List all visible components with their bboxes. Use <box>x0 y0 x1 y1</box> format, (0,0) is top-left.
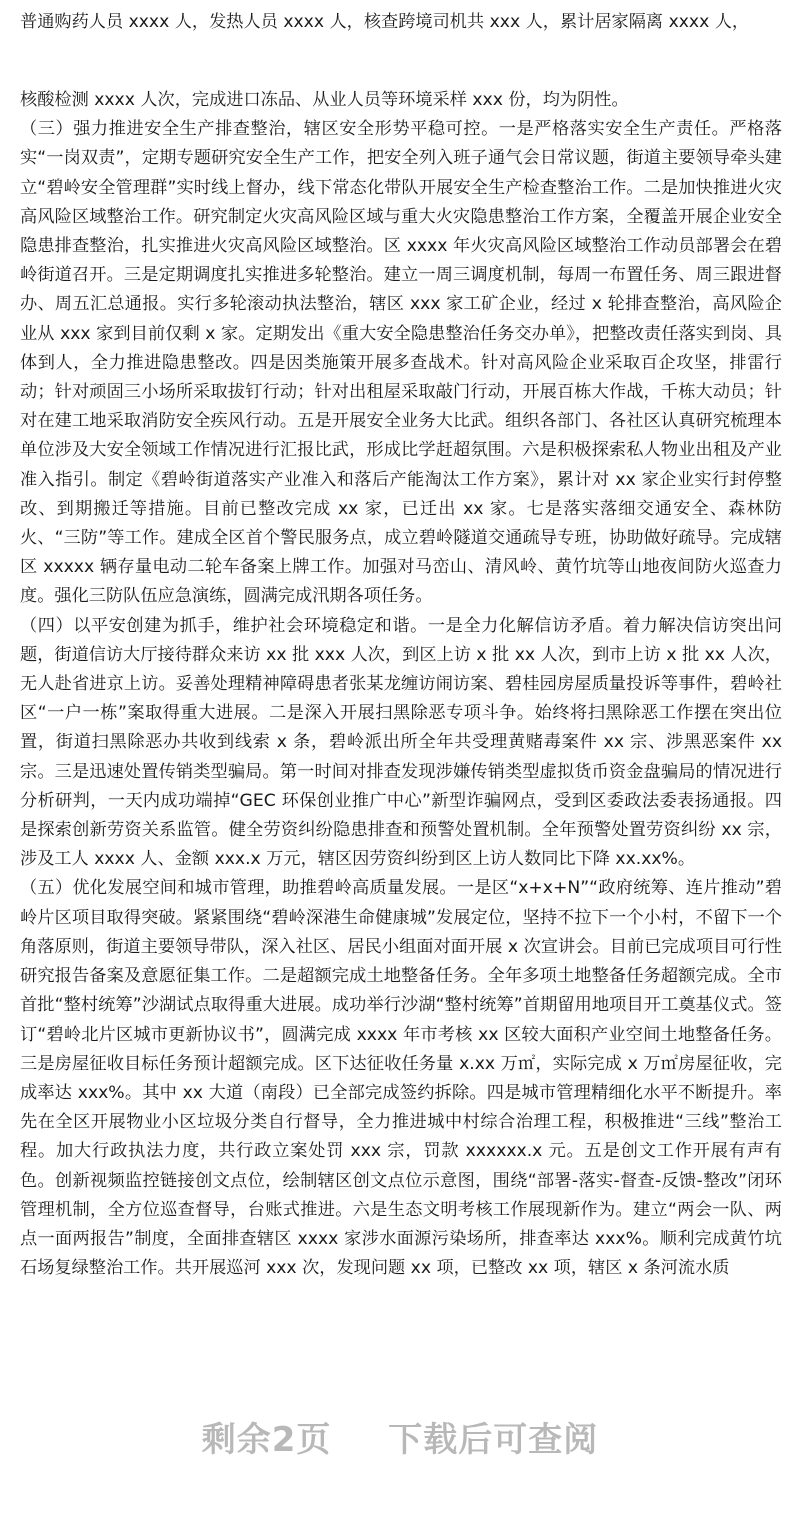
download-banner[interactable] <box>0 1412 800 1461</box>
download-hint-label: 下载后可查阅 <box>388 1420 599 1460</box>
paragraph-4: （五）优化发展空间和城市管理，助推碧岭高质量发展。一是区“x+x+N”“政府统筹、连片推动”碧岭片区项目取得突破。紧紧围绕“碧岭深港生命健康城”发展定位，坚持不拉下一个小村，不留下一个角落原则，街道主要领导带队，深入社区、居民小组面对面开展 x 次宣讲会。目前已完成项目可行性研究报告备案及意愿征集工作。二是超额完成土地整备任务。全年多项土地整备任务超额完成。全市首批“整村统筹”沙湖试点取得重大进展。成功举行沙湖“整村统筹”首期留用地项目开工奠基仪式。签订“碧岭北片区城市更新协议书”，圆满完成 xxxx 年市考核 xx 区较大面积产业空间土地整备任务。三是房屋征收目标任务预计超额完成。区下达征收任务量 x.xx 万㎡，实际完成 x 万㎡房屋征收，完成率达 xxx%。其中 xx 大道（南段）已全部完成签约拆除。四是城市管理精细化水平不断提升。率先在全区开展物业小区垃圾分类自行督导，全力推进城中村综合治理工程，积极推进“三线”整治工程。加大行政执法力度，共行政立案处罚 xxx 宗，罚款 xxxxxx.x 元。五是创文工作开展有声有色。创新视频监控链接创文点位，绘制辖区创文点位示意图，围绕“部署-落实-督查-反馈-整改”闭环管理机制，全方位巡查督导，台账式推进。六是生态文明考核工作展现新作为。建立“两会一队、两点一面两报告”制度，全面排查辖区 xxxx 家涉水面源污染场所，排查率达 xxx%。顺利完成黄竹坑石场复绿整治工作。共开展巡河 xxx 次，发现问题 xx 项，已整改 xx 项，辖区 x 条河流水质 <box>20 878 782 1279</box>
text-line-top: 普通购药人员 xxxx 人，发热人员 xxxx 人，核查跨境司机共 xxx 人，累计居家隔离 xxxx 人， <box>20 12 750 32</box>
paragraph-2: （三）强力推进安全生产排查整治，辖区安全形势平稳可控。一是严格落实安全生产责任。严格落实“一岗双责”，定期专题研究安全生产工作，把安全列入班子通气会日常议题，街道主要领导牵头建立“碧岭安全管理群”实时线上督办，线下常态化带队开展安全生产检查整治工作。二是加快推进火灾高风险区域整治工作。研究制定火灾高风险区域与重大火灾隐患整治工作方案，全覆盖开展企业安全隐患排查整治，扎实推进火灾高风险区域整治。区 xxxx 年火灾高风险区域整治工作动员部署会在碧岭街道召开。三是定期调度扎实推进多轮整治。建立一周三调度机制，每周一布置任务、周三跟进督办、周五汇总通报。实行多轮滚动执法整治，辖区 xxx 家工矿企业，经过 x 轮排查整治，高风险企业从 xxx 家到目前仅剩 x 家。定期发出《重大安全隐患整治任务交办单》，把整改责任落实到岗、具体到人，全力推进隐患整改。四是因类施策开展多查战术。针对高风险企业采取百企攻坚，排雷行动；针对顽固三小场所采取拔钉行动；针对出租屋采取敲门行动，开展百栋大作战，千栋大动员；针对在建工地采取消防安全疾风行动。五是开展安全业务大比武。组织各部门、各社区认真研究梳理本单位涉及大安全领域工作情况进行汇报比武，形成比学赶超氛围。六是积极探索私人物业出租及产业准入指引。制定《碧岭街道落实产业准入和落后产能淘汰工作方案》，累计对 xx 家企业实行封停整改、到期搬迁等措施。目前已整改完成 xx 家，已迁出 xx 家。七是落实落细交通安全、森林防火、“三防”等工作。建成全区首个警民服务点，成立碧岭隧道交通疏导专班，协助做好疏导。完成辖区 xxxxx 辆存量电动二轮车备案上牌工作。加强对马峦山、清风岭、黄竹坑等山地夜间防火巡查力度。强化三防队伍应急演练，圆满完成汛期各项任务。 <box>20 119 782 607</box>
document-body <box>20 86 782 1283</box>
paragraph-3: （四）以平安创建为抓手，维护社会环境稳定和谐。一是全力化解信访矛盾。着力解决信访突出问题，街道信访大厅接待群众来访 xx 批 xxx 人次，到区上访 x 批 xx 人次，到市上访 x 批 xx 人次，无人赴省进京上访。妥善处理精神障碍患者张某龙缠访闹访案、碧桂园房屋质量投诉等事件，碧岭社区“一户一栋”案取得重大进展。二是深入开展扫黑除恶专项斗争。始终将扫黑除恶工作摆在突出位置，街道扫黑除恶办共收到线索 x 条，碧岭派出所全年共受理黄赌毒案件 xx 宗、涉黑恶案件 xx 宗。三是迅速处置传销类型骗局。第一时间对排查发现涉嫌传销类型虚拟货币资金盘骗局的情况进行分析研判，一天内成功端掉“GEC 环保创业推广中心”新型诈骗网点，受到区委政法委表扬通报。四是探索创新劳资关系监管。健全劳资纠纷隐患排查和预警处置机制。全年预警处置劳资纠纷 xx 宗，涉及工人 xxxx 人、金额 xxx.x 万元，辖区因劳资纠纷到区上访人数同比下降 xx.xx%。 <box>20 615 782 870</box>
paragraph-1: 核酸检测 xxxx 人次，完成进口冻品、从业人员等环境采样 xxx 份，均为阴性。 <box>20 90 629 110</box>
remaining-pages-label: 剩余2页 <box>201 1420 332 1460</box>
